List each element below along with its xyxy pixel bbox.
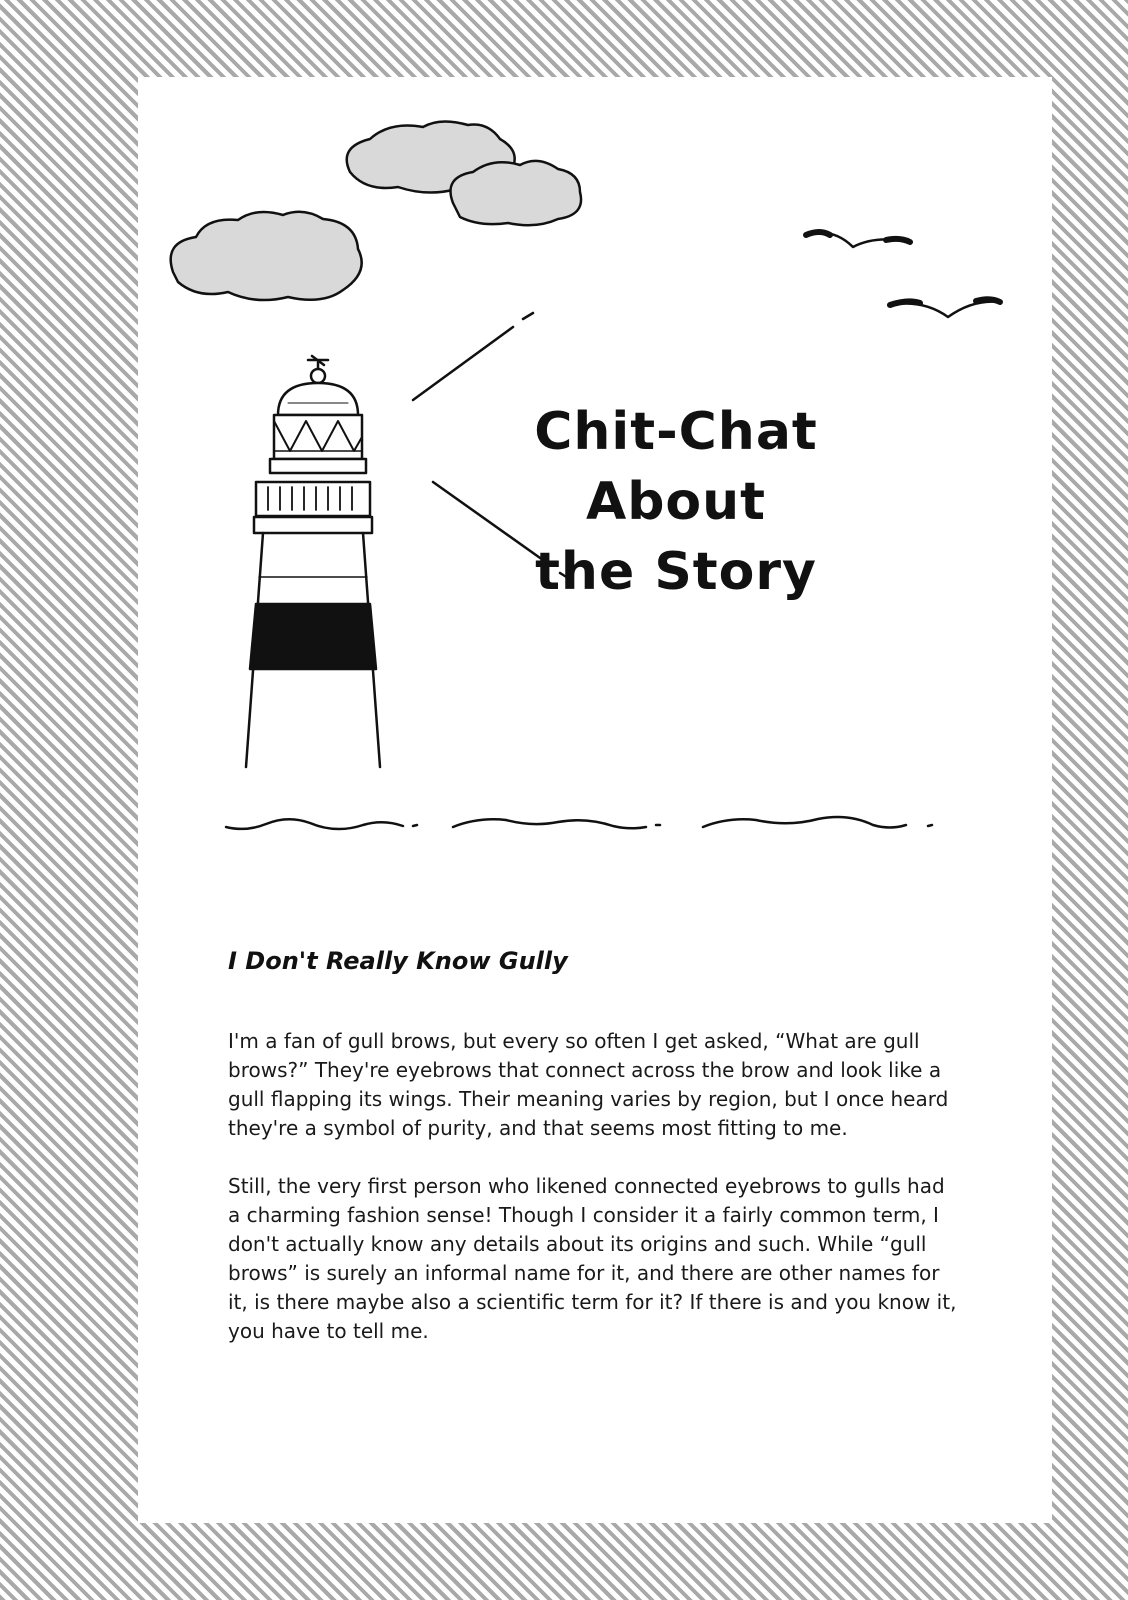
section-heading: I Don't Really Know Gully xyxy=(228,947,568,975)
page-panel xyxy=(138,77,1052,1523)
title-line-2: the Story xyxy=(535,542,817,602)
waves xyxy=(226,817,932,829)
title-line-1: Chit-Chat About xyxy=(534,402,818,532)
page-title xyxy=(456,397,896,607)
cloud-icon xyxy=(171,212,362,300)
gull-icon xyxy=(806,232,910,247)
paragraph: I'm a fan of gull brows, but every so often I get asked, “What are gull brows?” They're eyebrows that connect across the brow and look like a gull flapping its wings. Their meaning varies by region, but I once heard they're a symbol of purity, and that seems most fitting to me. xyxy=(228,1029,949,1140)
lighthouse-icon xyxy=(246,356,380,767)
paragraph: Still, the very first person who likened connected eyebrows to gulls had a charming fashion sense! Though I consider it a fairly common term, I don't actually know any details about its origins and such. While “gull brows” is surely an informal name for it, and there are other names for it, is there maybe also a scientific term for it? If there is and you know it, you have to tell me. xyxy=(228,1174,957,1343)
gull-icon xyxy=(890,299,1000,317)
body-text xyxy=(228,1027,958,1375)
